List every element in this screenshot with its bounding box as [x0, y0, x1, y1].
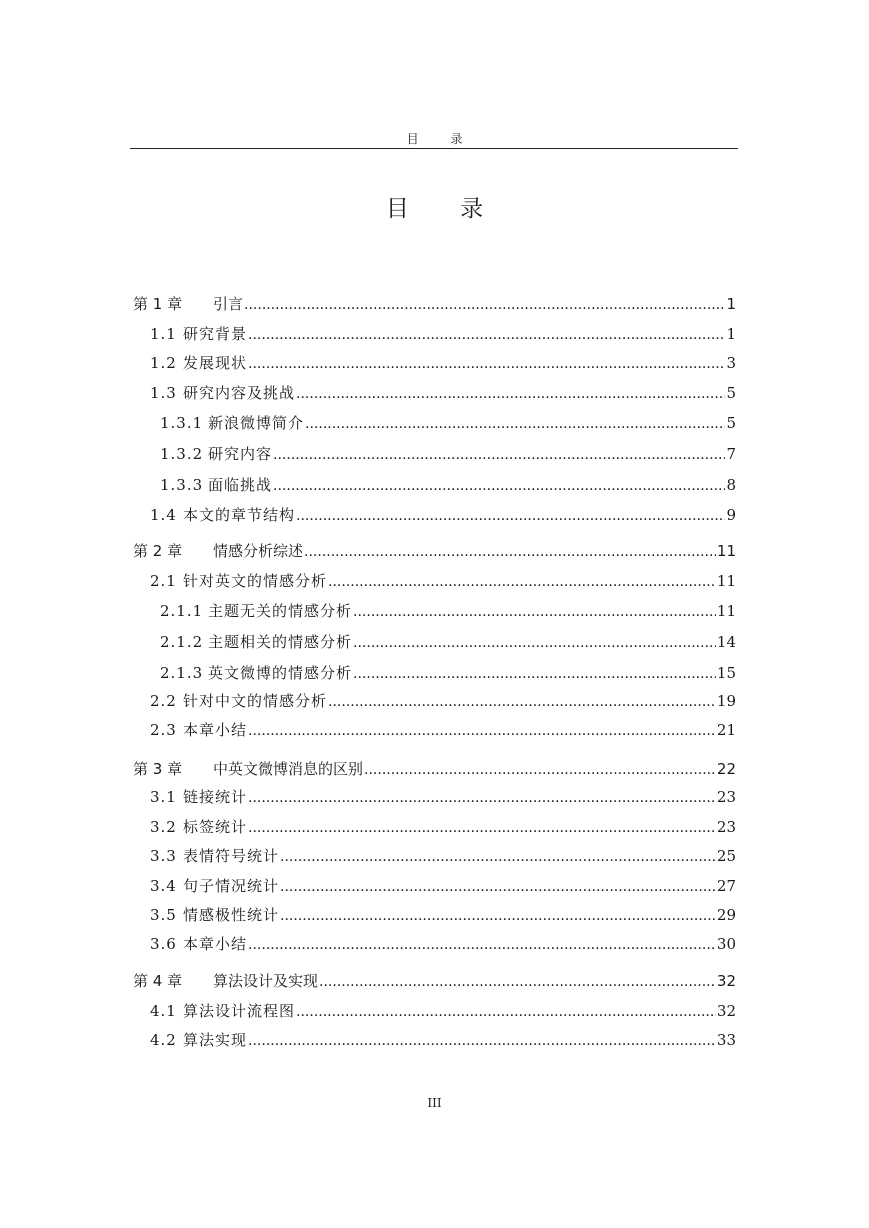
- toc-entry-chapter[interactable]: [133, 540, 736, 562]
- toc-entry-title: 面临挑战: [208, 476, 273, 494]
- toc-entry-page-number: 32: [716, 1002, 736, 1020]
- toc-entry-number: 3.3: [150, 847, 177, 865]
- toc-entry-number: 2.1: [150, 572, 177, 590]
- toc-entry-title: 表情符号统计: [183, 847, 280, 865]
- toc-dot-leader: [248, 788, 716, 806]
- toc-entry-page-number: 25: [716, 847, 736, 865]
- toc-entry-number: 1.3.3: [160, 476, 204, 494]
- toc-entry-title: 研究背景: [183, 325, 248, 343]
- toc-dot-leader: [296, 506, 725, 524]
- toc-entry-title: 针对英文的情感分析: [183, 572, 328, 590]
- toc-entry-number: 1.3.2: [160, 445, 204, 463]
- toc-entry-chapter[interactable]: [133, 758, 736, 780]
- toc-entry-title: 算法设计流程图: [183, 1002, 296, 1020]
- toc-entry-title: 发展现状: [183, 354, 248, 372]
- page-number: III: [427, 1096, 442, 1110]
- toc-entry-title: 针对中文的情感分析: [183, 692, 328, 710]
- toc-entry-section[interactable]: [150, 719, 736, 741]
- toc-entry-page-number: 9: [726, 506, 736, 524]
- toc-entry-section[interactable]: [150, 570, 736, 592]
- toc-entry-number: 3.1: [150, 788, 177, 806]
- toc-entry-page-number: 22: [716, 760, 736, 778]
- toc-entry-subsection[interactable]: [160, 412, 736, 434]
- toc-entry-page-number: 19: [716, 692, 736, 710]
- toc-entry-section[interactable]: [150, 504, 736, 526]
- toc-dot-leader: [280, 877, 716, 895]
- toc-entry-page-number: 30: [716, 935, 736, 953]
- toc-entry-section[interactable]: [150, 786, 736, 808]
- toc-entry-title: 标签统计: [183, 818, 248, 836]
- toc-dot-leader: [248, 721, 716, 739]
- toc-entry-title: 情感分析综述: [213, 542, 304, 560]
- toc-entry-page-number: 23: [716, 818, 736, 836]
- toc-entry-section[interactable]: [150, 904, 736, 926]
- toc-entry-title: 句子情况统计: [183, 877, 280, 895]
- toc-entry-page-number: 7: [726, 445, 736, 463]
- toc-entry-page-number: 11: [716, 602, 736, 620]
- toc-entry-title: 链接统计: [183, 788, 248, 806]
- toc-entry-chapter[interactable]: [133, 293, 736, 315]
- header-rule: [130, 148, 738, 149]
- toc-entry-page-number: 3: [726, 354, 736, 372]
- toc-dot-leader: [328, 572, 716, 590]
- toc-entry-title: 本章小结: [183, 935, 248, 953]
- toc-entry-number: 1.3: [150, 384, 177, 402]
- toc-entry-page-number: 23: [716, 788, 736, 806]
- toc-entry-page-number: 11: [716, 572, 736, 590]
- toc-entry-number: 3.6: [150, 935, 177, 953]
- toc-entry-page-number: 8: [726, 476, 736, 494]
- toc-entry-number: 1.4: [150, 506, 177, 524]
- toc-entry-number: 2.3: [150, 721, 177, 739]
- toc-dot-leader: [364, 760, 716, 778]
- toc-dot-leader: [296, 1002, 716, 1020]
- toc-entry-page-number: 27: [716, 877, 736, 895]
- toc-entry-title: 中英文微博消息的区别: [213, 760, 364, 778]
- toc-entry-title: 算法实现: [183, 1031, 248, 1049]
- toc-dot-leader: [280, 906, 716, 924]
- toc-entry-page-number: 1: [726, 295, 736, 313]
- toc-entry-number: 2.1.2: [160, 633, 204, 651]
- toc-dot-leader: [248, 1031, 716, 1049]
- toc-entry-page-number: 32: [716, 972, 736, 990]
- toc-entry-page-number: 29: [716, 906, 736, 924]
- toc-dot-leader: [248, 818, 716, 836]
- toc-entry-title: 本章小结: [183, 721, 248, 739]
- toc-entry-title: 情感极性统计: [183, 906, 280, 924]
- toc-entry-page-number: 21: [716, 721, 736, 739]
- toc-entry-page-number: 5: [726, 414, 736, 432]
- toc-entry-number: 3.2: [150, 818, 177, 836]
- toc-entry-number: 第 1 章: [133, 295, 183, 313]
- toc-entry-section[interactable]: [150, 845, 736, 867]
- toc-dot-leader: [248, 325, 725, 343]
- toc-dot-leader: [353, 633, 716, 651]
- toc-entry-title: 研究内容及挑战: [183, 384, 296, 402]
- toc-entry-number: 第 4 章: [133, 972, 183, 990]
- toc-dot-leader: [273, 445, 725, 463]
- toc-entry-section[interactable]: [150, 875, 736, 897]
- toc-dot-leader: [280, 847, 716, 865]
- toc-entry-section[interactable]: [150, 1029, 736, 1051]
- toc-dot-leader: [319, 972, 716, 990]
- toc-entry-number: 1.1: [150, 325, 177, 343]
- toc-entry-section[interactable]: [150, 323, 736, 345]
- toc-entry-title: 研究内容: [208, 445, 273, 463]
- toc-entry-number: 第 2 章: [133, 542, 183, 560]
- toc-entry-number: 2.2: [150, 692, 177, 710]
- toc-entry-title: 英文微博的情感分析: [208, 664, 353, 682]
- toc-entry-chapter[interactable]: [133, 970, 736, 992]
- toc-dot-leader: [244, 295, 725, 313]
- toc-entry-subsection[interactable]: [160, 443, 736, 465]
- toc-entry-number: 4.1: [150, 1002, 177, 1020]
- toc-entry-title: 新浪微博简介: [208, 414, 305, 432]
- toc-dot-leader: [273, 476, 725, 494]
- toc-entry-section[interactable]: [150, 690, 736, 712]
- toc-entry-page-number: 5: [726, 384, 736, 402]
- toc-entry-number: 1.3.1: [160, 414, 204, 432]
- toc-entry-subsection[interactable]: [160, 631, 736, 653]
- toc-entry-section[interactable]: [150, 816, 736, 838]
- toc-entry-page-number: 11: [716, 542, 736, 560]
- toc-entry-subsection[interactable]: [160, 600, 736, 622]
- toc-entry-title: 本文的章节结构: [183, 506, 296, 524]
- toc-entry-number: 1.2: [150, 354, 177, 372]
- toc-dot-leader: [296, 384, 725, 402]
- toc-entry-section[interactable]: [150, 352, 736, 374]
- toc-entry-section[interactable]: [150, 933, 736, 955]
- toc-dot-leader: [353, 602, 716, 620]
- toc-entry-title: 主题无关的情感分析: [208, 602, 353, 620]
- toc-entry-number: 2.1.3: [160, 664, 204, 682]
- toc-entry-section[interactable]: [150, 382, 736, 404]
- toc-entry-title: 引言: [213, 295, 244, 313]
- toc-dot-leader: [248, 935, 716, 953]
- toc-dot-leader: [248, 354, 725, 372]
- toc-entry-page-number: 15: [716, 664, 736, 682]
- page-title: 目 录: [385, 196, 506, 222]
- toc-entry-number: 3.5: [150, 906, 177, 924]
- toc-entry-section[interactable]: [150, 1000, 736, 1022]
- running-head: 目 录: [406, 132, 477, 146]
- toc-entry-number: 2.1.1: [160, 602, 204, 620]
- toc-entry-title: 主题相关的情感分析: [208, 633, 353, 651]
- toc-dot-leader: [305, 414, 725, 432]
- toc-dot-leader: [304, 542, 716, 560]
- toc-entry-number: 4.2: [150, 1031, 177, 1049]
- toc-dot-leader: [353, 664, 716, 682]
- toc-entry-page-number: 14: [716, 633, 736, 651]
- toc-entry-title: 算法设计及实现: [213, 972, 319, 990]
- toc-entry-subsection[interactable]: [160, 474, 736, 496]
- toc-entry-subsection[interactable]: [160, 662, 736, 684]
- toc-entry-page-number: 1: [726, 325, 736, 343]
- toc-entry-number: 3.4: [150, 877, 177, 895]
- toc-dot-leader: [328, 692, 716, 710]
- toc-entry-number: 第 3 章: [133, 760, 183, 778]
- toc-entry-page-number: 33: [716, 1031, 736, 1049]
